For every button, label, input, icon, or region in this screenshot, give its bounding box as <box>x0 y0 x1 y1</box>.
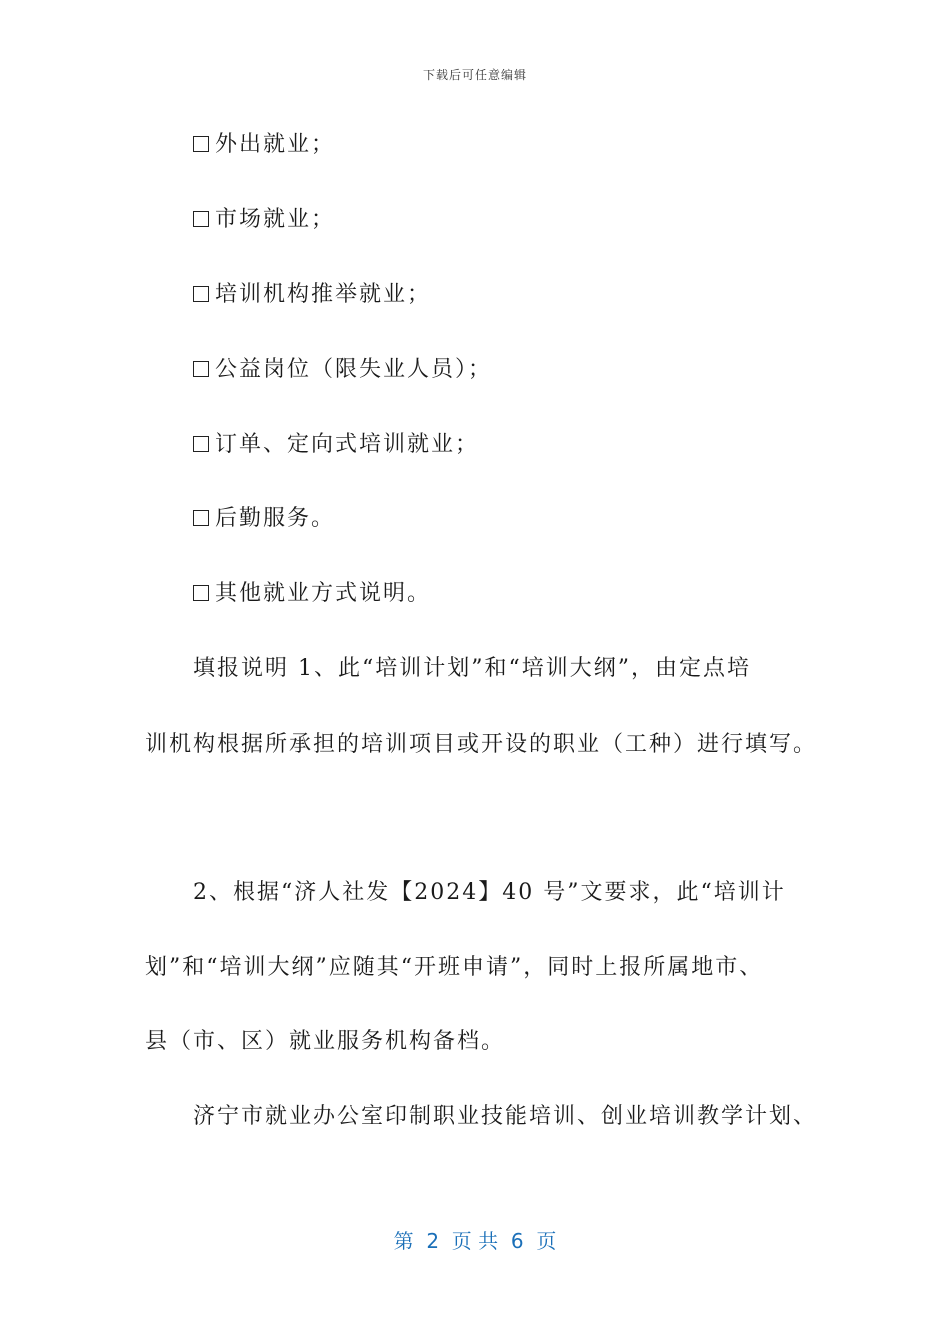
checklist-item-label: 公益岗位（限失业人员）； <box>215 357 493 382</box>
checkbox-icon[interactable] <box>193 136 209 152</box>
paragraph-line: 训机构根据所承担的培训项目或开设的职业（工种）进行填写。 <box>145 732 818 757</box>
paragraph-line: 填报说明 1、此“培训计划”和“培训大纲”，由定点培 <box>193 656 751 681</box>
checkbox-icon[interactable] <box>193 585 209 601</box>
checklist-item-label: 订单、定向式培训就业； <box>215 432 480 457</box>
checklist-item <box>193 206 335 234</box>
checklist-item <box>193 131 335 159</box>
checklist-item <box>193 281 431 309</box>
checkbox-icon[interactable] <box>193 436 209 452</box>
checklist-item <box>193 431 479 459</box>
page-number: 第 2 页 共 6 页 <box>393 1229 557 1253</box>
paragraph-line: 划”和“培训大纲”应随其“开班申请”，同时上报所属地市、 <box>145 955 764 980</box>
checklist-item-label: 其他就业方式说明。 <box>215 581 432 606</box>
checkbox-icon[interactable] <box>193 211 209 227</box>
checkbox-icon[interactable] <box>193 361 209 377</box>
paragraph-line: 2、根据“济人社发【2024】40 号”文要求，此“培训计 <box>193 880 786 905</box>
checklist-item <box>193 356 492 384</box>
page-header: 下载后可任意编辑 <box>422 68 527 82</box>
checkbox-icon[interactable] <box>193 286 209 302</box>
paragraph-line: 县（市、区）就业服务机构备档。 <box>145 1029 506 1054</box>
checklist-item-label: 后勤服务。 <box>215 506 336 531</box>
checklist-item <box>193 505 335 533</box>
paragraph-line: 济宁市就业办公室印制职业技能培训、创业培训教学计划、 <box>193 1104 818 1129</box>
checklist-item-label: 外出就业； <box>215 132 336 157</box>
checklist-item <box>193 580 431 608</box>
checkbox-icon[interactable] <box>193 510 209 526</box>
checklist-item-label: 培训机构推举就业； <box>215 282 432 307</box>
checklist-item-label: 市场就业； <box>215 207 336 232</box>
